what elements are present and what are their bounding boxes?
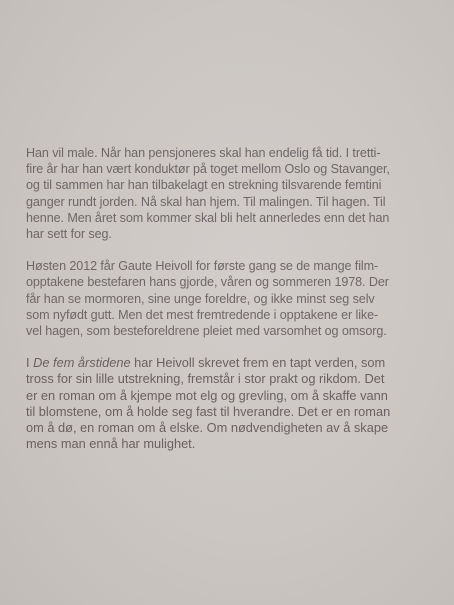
text-line: Han vil male. Når han pensjoneres skal han endelig få tid. I tretti-: [26, 146, 381, 160]
cover-text: [26, 145, 440, 468]
text-line: opptakene bestefaren hans gjorde, våren og sommeren 1978. Der: [26, 275, 389, 290]
book-title: De fem årstidene: [33, 355, 131, 371]
paragraph-intro: [26, 145, 440, 242]
text-line: får han se mormoren, sine unge foreldre, og ikke minst seg selv: [26, 291, 375, 306]
text-fragment: I: [26, 355, 34, 371]
text-line: Høsten 2012 får Gaute Heivoll for første gang se de mange film-: [26, 259, 379, 274]
paragraph-background: [26, 258, 440, 339]
text-line: er en roman om å kjempe mot elg og grevling, om å skaffe vann: [26, 387, 388, 403]
text-line: har sett for seg.: [26, 227, 112, 242]
paragraph-summary: [26, 355, 440, 452]
text-line: henne. Men året som kommer skal bli helt annerledes enn det han: [26, 210, 390, 225]
text-fragment: har Heivoll skrevet frem en tapt verden, som: [130, 355, 386, 371]
text-line: vel hagen, som besteforeldrene pleiet med varsomhet og omsorg.: [26, 324, 387, 339]
text-line: [26, 355, 440, 371]
text-line: mens man ennå har mulighet.: [26, 436, 196, 452]
text-line: og til sammen har han tilbakelagt en strekning tilsvarende femtini: [26, 178, 382, 193]
text-line: til blomstene, om å holde seg fast til hverandre. Det er en roman: [26, 403, 391, 419]
text-line: tross for sin lille utstrekning, fremstår i stor prakt og rikdom. Det: [26, 371, 385, 387]
text-line: ganger rundt jorden. Nå skal han hjem. Til malingen. Til hagen. Til: [26, 194, 386, 209]
text-line: fire år har han vært konduktør på toget mellom Oslo og Stavanger,: [26, 162, 390, 177]
text-line: som nyfødt gutt. Men det mest fremtredende i opptakene er like-: [26, 307, 379, 322]
text-line: om å dø, en roman om å elske. Om nødvendigheten av å skape: [26, 420, 389, 436]
